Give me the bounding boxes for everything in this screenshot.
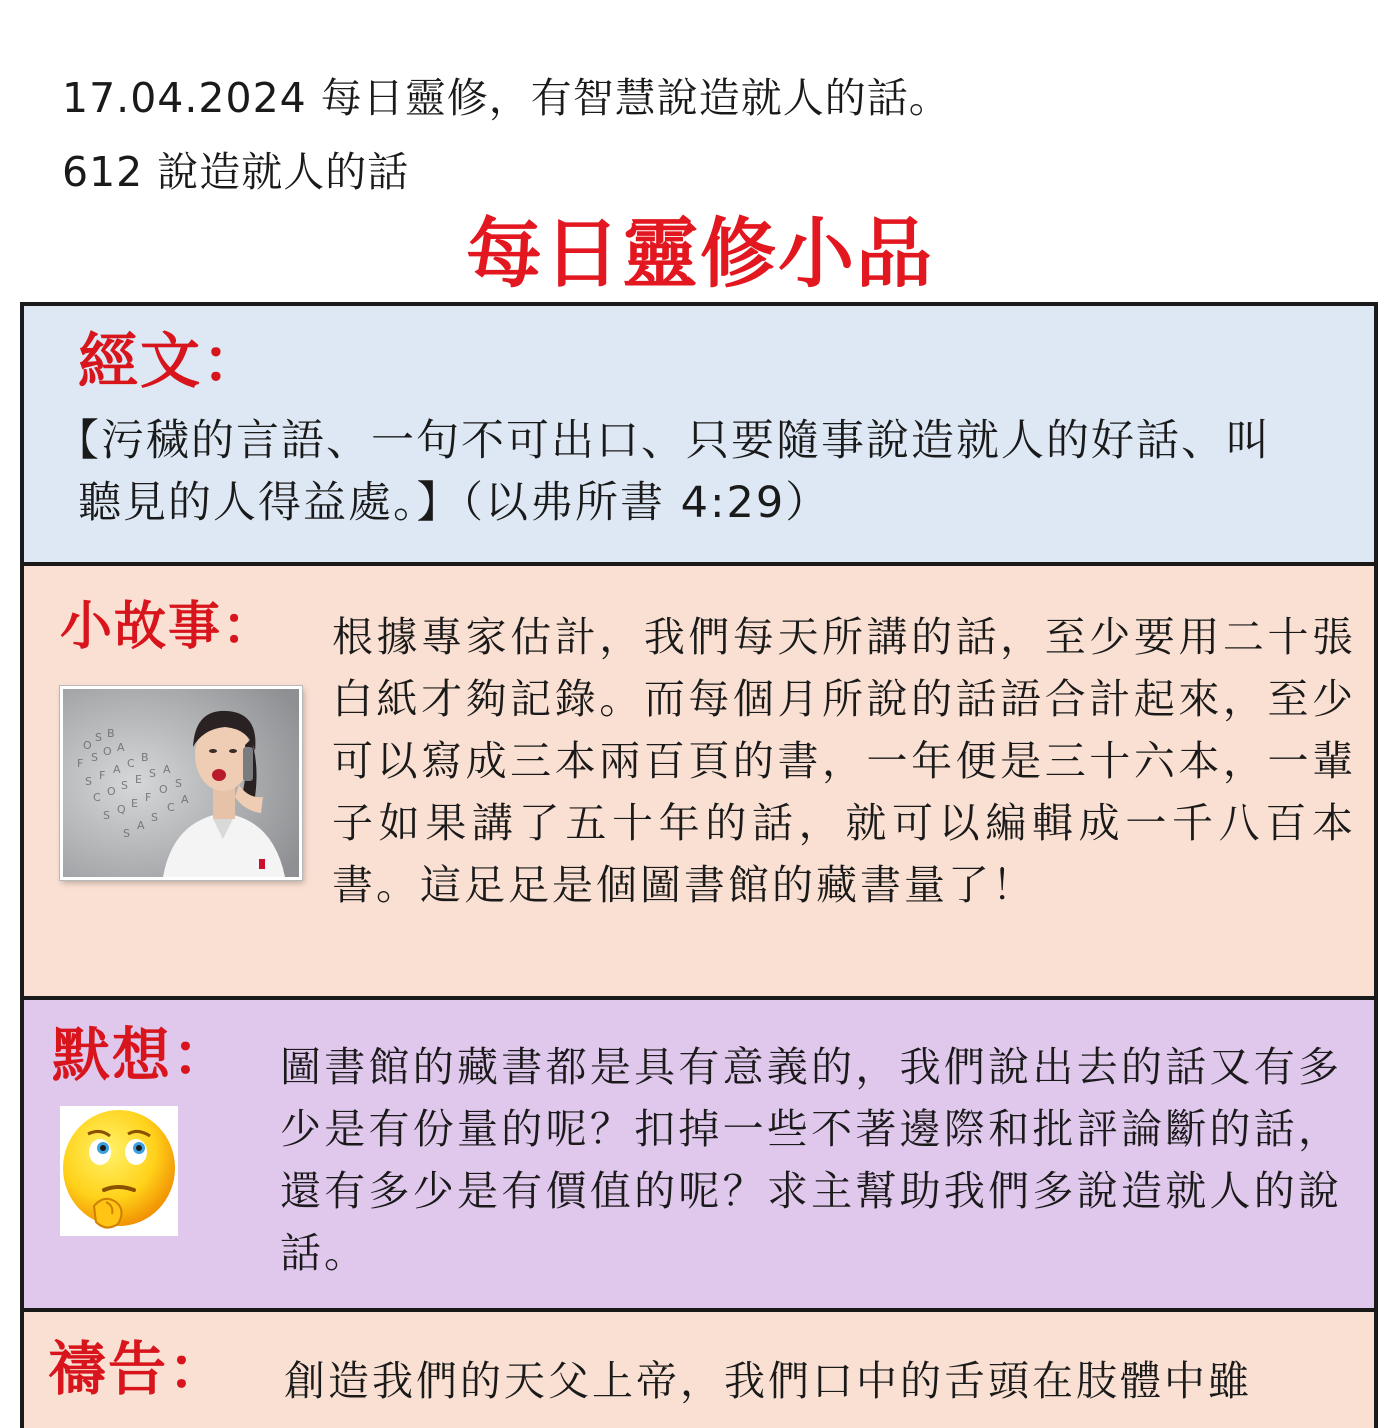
- svg-text:Q: Q: [117, 803, 126, 816]
- svg-text:F: F: [99, 769, 106, 782]
- svg-text:A: A: [163, 763, 171, 776]
- date-line: 17.04.2024 每日靈修，有智慧說造就人的話。: [62, 74, 951, 122]
- svg-text:C: C: [93, 791, 101, 804]
- svg-text:S: S: [151, 811, 158, 824]
- svg-text:A: A: [113, 763, 121, 776]
- svg-text:S: S: [85, 775, 92, 788]
- svg-text:C: C: [127, 757, 135, 770]
- scripture-line-1: 【污穢的言語、一句不可出口、只要隨事說造就人的好話、叫: [56, 416, 1271, 466]
- scripture-heading: 經文：: [78, 327, 264, 397]
- svg-text:E: E: [135, 773, 142, 786]
- svg-text:O: O: [83, 739, 92, 752]
- svg-text:O: O: [159, 783, 168, 796]
- woman-on-phone-photo: [60, 686, 302, 880]
- svg-text:A: A: [117, 741, 125, 754]
- prayer-text: 創造我們的天父上帝，我們口中的舌頭在肢體中雖: [284, 1357, 1252, 1405]
- story-heading: 小故事：: [60, 597, 277, 657]
- svg-text:A: A: [181, 793, 189, 806]
- svg-text:C: C: [167, 801, 175, 814]
- scripture-text: [56, 410, 1360, 534]
- meditation-heading: 默想：: [52, 1021, 233, 1089]
- thinking-face-illustration: [60, 1106, 178, 1236]
- subtitle-line: 612 說造就人的話: [62, 148, 410, 196]
- svg-text:S: S: [103, 809, 110, 822]
- prayer-heading: 禱告：: [48, 1335, 229, 1403]
- svg-text:S: S: [121, 779, 128, 792]
- meditation-text: 圖書館的藏書都是具有意義的，我們說出去的話又有多少是有份量的呢？扣掉一些不著邊際和批評論斷的話，還有多少是有價值的呢？求主幫助我們多說造就人的說話。: [280, 1043, 1342, 1277]
- story-section: [20, 562, 1378, 998]
- svg-text:S: S: [175, 777, 182, 790]
- meditation-section: [20, 996, 1378, 1310]
- thinking-face-icon: [60, 1106, 178, 1236]
- svg-text:F: F: [145, 791, 152, 804]
- scripture-section: [20, 302, 1378, 564]
- scripture-line-2: 聽見的人得益處。】（以弗所書 4:29）: [78, 478, 831, 528]
- svg-text:E: E: [131, 797, 138, 810]
- photo-illustration: [63, 689, 299, 877]
- svg-text:S: S: [95, 731, 102, 744]
- svg-text:O: O: [103, 745, 112, 758]
- svg-text:S: S: [91, 751, 98, 764]
- svg-text:O: O: [107, 785, 116, 798]
- svg-text:B: B: [107, 727, 115, 740]
- page-title: 每日靈修小品: [466, 209, 934, 298]
- prayer-section: [20, 1308, 1378, 1428]
- svg-text:F: F: [77, 757, 84, 770]
- story-text: 根據專家估計，我們每天所講的話，至少要用二十張白紙才夠記錄。而每個月所說的話語合計起來，至少可以寫成三本兩百頁的書，一年便是三十六本，一輩子如果講了五十年的話，就可以編輯成一千八百本書。這足足是個圖書館的藏書量了！: [332, 613, 1356, 909]
- svg-text:A: A: [137, 819, 145, 832]
- svg-text:B: B: [141, 751, 149, 764]
- svg-text:S: S: [149, 767, 156, 780]
- svg-text:S: S: [123, 827, 130, 840]
